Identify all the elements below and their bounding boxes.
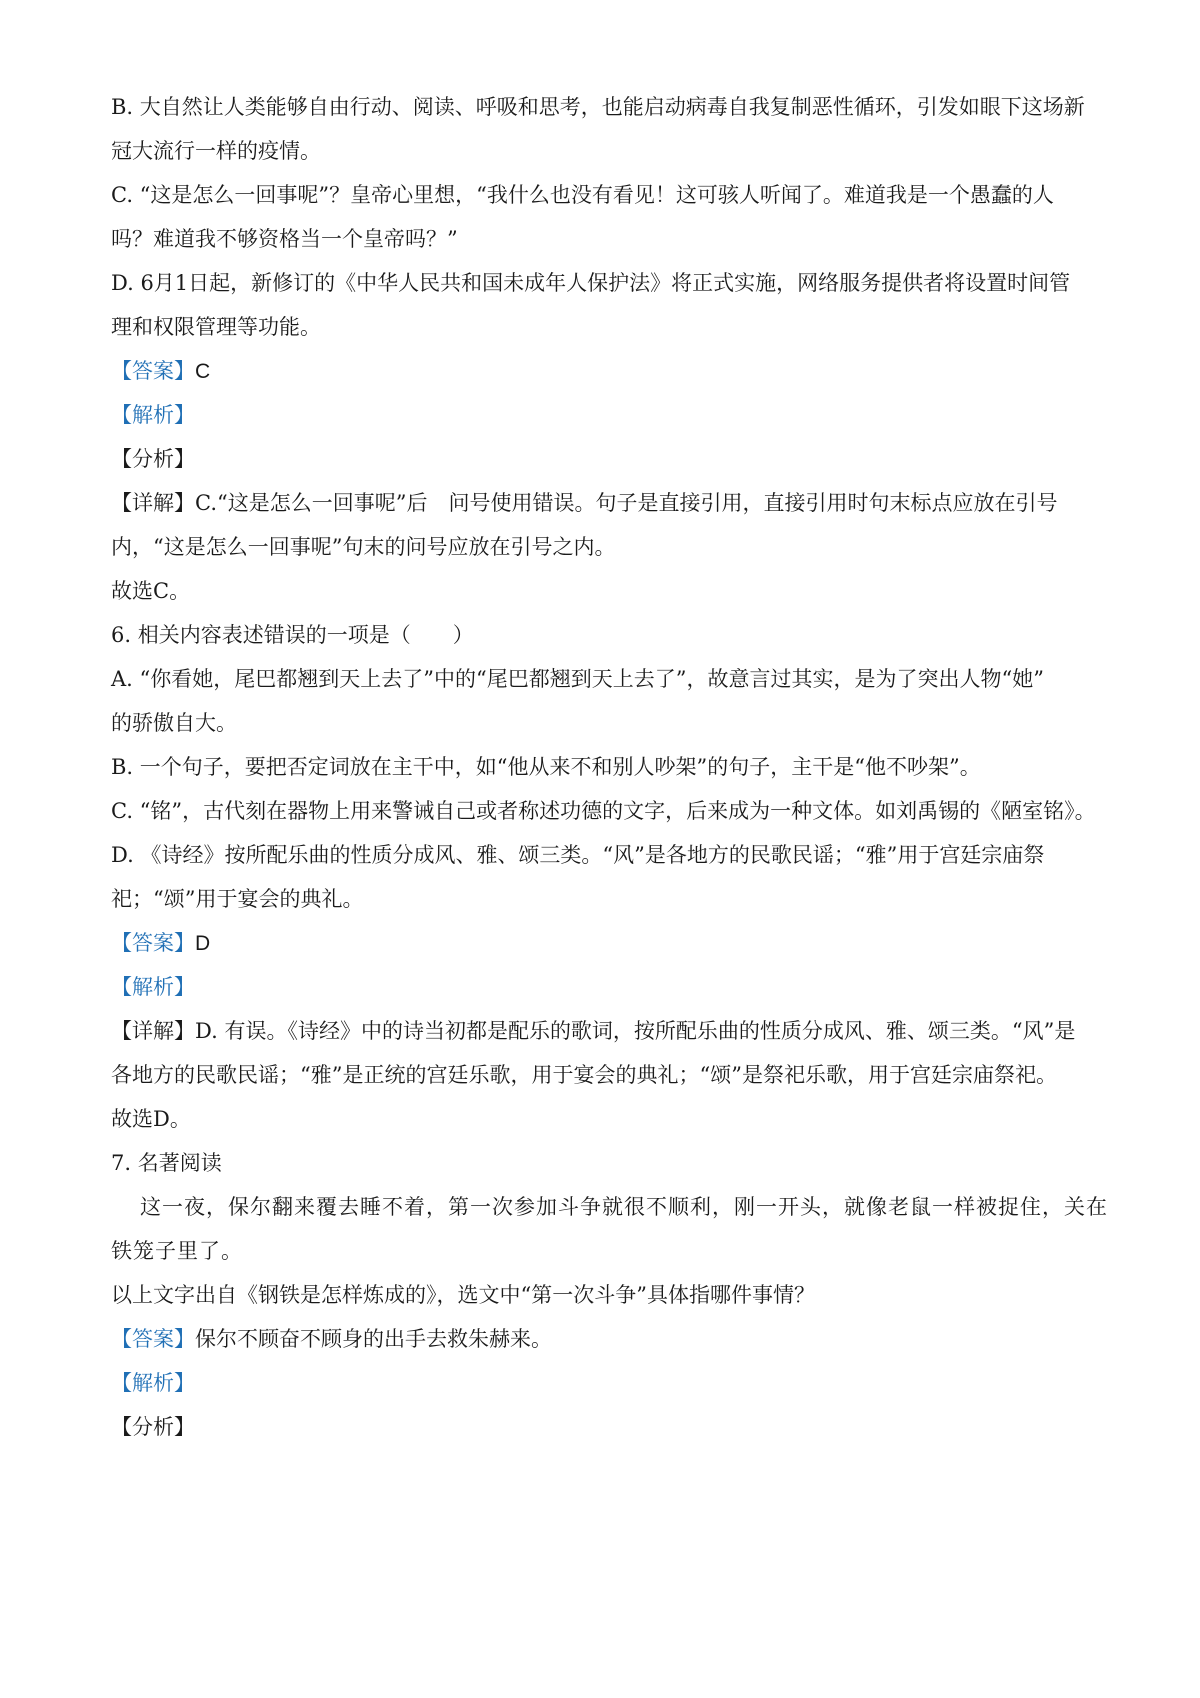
q5-detail-line2: 内，“这是怎么一回事呢”句末的问号应放在引号之内。 xyxy=(111,535,616,559)
q6-option-a-line2: 的骄傲自大。 xyxy=(111,711,237,735)
q5-option-b-line1: B. 大自然让人类能够自由行动、阅读、呼吸和思考，也能启动病毒自我复制恶性循环，引发如眼下这场新 xyxy=(111,95,1085,119)
answer-label: 【答案】 xyxy=(111,1327,195,1351)
q5-option-c-line2: 吗？难道我不够资格当一个皇帝吗？” xyxy=(111,227,458,251)
detail-text: C.“这是怎么一回事呢”后 问号使用错误。句子是直接引用，直接引用时句末标点应放在引号 xyxy=(195,491,1058,515)
q7-passage-line2: 铁笼子里了。 xyxy=(111,1239,243,1263)
q5-option-d-line2: 理和权限管理等功能。 xyxy=(111,315,321,339)
q5-fenxi-label: 【分析】 xyxy=(111,447,195,471)
q7-stem: 7. 名著阅读 xyxy=(111,1151,222,1175)
q7-question: 以上文字出自《钢铁是怎样炼成的》，选文中“第一次斗争”具体指哪件事情？ xyxy=(111,1283,815,1307)
q6-option-d-line2: 祀；“颂”用于宴会的典礼。 xyxy=(111,887,364,911)
q6-detail-line1 xyxy=(111,1016,1101,1046)
detail-text: D. 有误。《诗经》中的诗当初都是配乐的歌词，按所配乐曲的性质分成风、雅、颂三类。“风”是 xyxy=(195,1019,1076,1043)
q5-conclusion: 故选C。 xyxy=(111,579,191,603)
detail-label: 【详解】 xyxy=(111,491,195,515)
q6-detail-line2: 各地方的民歌民谣；“雅”是正统的宫廷乐歌，用于宴会的典礼；“颂”是祭祀乐歌，用于宫廷宗庙祭祀。 xyxy=(111,1063,1057,1087)
answer-value: 保尔不顾奋不顾身的出手去救朱赫来。 xyxy=(195,1327,552,1351)
q5-answer xyxy=(111,356,1101,387)
q6-option-b: B. 一个句子，要把否定词放在主干中，如“他从来不和别人吵架”的句子，主干是“他不吵架”。 xyxy=(111,755,981,779)
q7-fenxi-label: 【分析】 xyxy=(111,1415,195,1439)
q6-analysis-label: 【解析】 xyxy=(111,975,195,999)
q6-option-c: C. “铭”，古代刻在器物上用来警诫自己或者称述功德的文字，后来成为一种文体。如刘禹锡的《陋室铭》。 xyxy=(111,799,1096,823)
q7-answer xyxy=(111,1324,1101,1354)
q6-stem: 6. 相关内容表述错误的一项是（ ） xyxy=(111,623,474,647)
q5-option-b-line2: 冠大流行一样的疫情。 xyxy=(111,139,321,163)
q5-detail-line1 xyxy=(111,488,1101,518)
answer-value: D xyxy=(195,932,211,955)
q7-passage-line1: 这一夜，保尔翻来覆去睡不着，第一次参加斗争就很不顺利，刚一开头，就像老鼠一样被捉住，关在 xyxy=(140,1195,1108,1219)
q6-option-d-line1: D. 《诗经》按所配乐曲的性质分成风、雅、颂三类。“风”是各地方的民歌民谣；“雅”用于宫廷宗庙祭 xyxy=(111,843,1045,867)
q5-analysis-label: 【解析】 xyxy=(111,403,195,427)
q5-option-d-line1: D. 6月1日起，新修订的《中华人民共和国未成年人保护法》将正式实施，网络服务提供者将设置时间管 xyxy=(111,271,1071,295)
answer-label: 【答案】 xyxy=(111,359,195,383)
q6-option-a-line1: A. “你看她，尾巴都翘到天上去了”中的“尾巴都翘到天上去了”，故意言过其实，是为了突出人物“她” xyxy=(111,667,1044,691)
q6-answer xyxy=(111,928,1101,959)
answer-label: 【答案】 xyxy=(111,931,195,955)
answer-value: C xyxy=(195,360,211,383)
detail-label: 【详解】 xyxy=(111,1019,195,1043)
q7-analysis-label: 【解析】 xyxy=(111,1371,195,1395)
q6-conclusion: 故选D。 xyxy=(111,1107,191,1131)
q5-option-c-line1: C. “这是怎么一回事呢”？皇帝心里想，“我什么也没有看见！这可骇人听闻了。难道我是一个愚蠢的人 xyxy=(111,183,1054,207)
